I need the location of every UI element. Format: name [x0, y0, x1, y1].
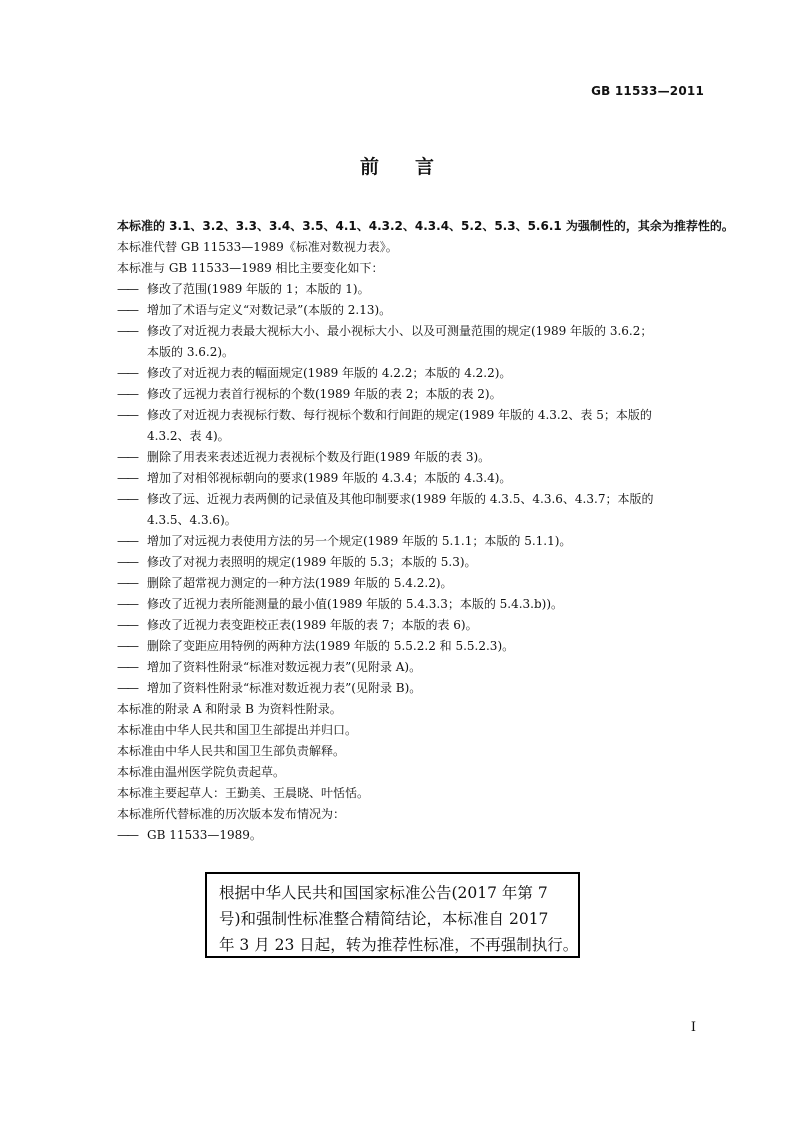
notice-line-2: 号)和强制性标准整合精简结论，本标准自 2017 — [219, 910, 549, 928]
paragraph-replaces: 本标准代替 GB 11533—1989《标准对数视力表》。 — [117, 240, 398, 254]
dash-marker: —— — [117, 534, 137, 548]
dash-marker: —— — [117, 681, 137, 695]
change-item — [117, 405, 717, 447]
page-title: 前言 — [359, 156, 470, 178]
paragraph-proposed-by: 本标准由中华人民共和国卫生部提出并归口。 — [117, 723, 358, 737]
change-item — [117, 615, 717, 636]
changes-list — [117, 279, 717, 699]
change-item — [117, 573, 717, 594]
change-item — [117, 279, 717, 300]
change-item-text: 修改了远、近视力表两侧的记录值及其他印制要求(1989 年版的 4.3.5、4.3.6、4.3.7；本版的 — [147, 492, 654, 506]
change-item — [117, 321, 717, 363]
dash-marker: —— — [117, 366, 137, 380]
paragraph-changes-intro: 本标准与 GB 11533—1989 相比主要变化如下： — [117, 261, 384, 275]
dash-marker: —— — [117, 324, 137, 338]
change-item — [117, 594, 717, 615]
dash-marker: —— — [117, 618, 137, 632]
paragraph-mandatory-clauses: 本标准的 3.1、3.2、3.3、3.4、3.5、4.1、4.3.2、4.3.4、5.2、5.3、5.6.1 为强制性的，其余为推荐性的。 — [117, 219, 734, 233]
dash-marker: —— — [117, 408, 137, 422]
dash-marker: —— — [117, 828, 137, 842]
paragraph-interpreted-by: 本标准由中华人民共和国卫生部负责解释。 — [117, 744, 346, 758]
change-item-text: 修改了远视力表首行视标的个数(1989 年版的表 2；本版的表 2)。 — [147, 387, 502, 401]
dash-marker: —— — [117, 450, 137, 464]
change-item-text: 删除了超常视力测定的一种方法(1989 年版的 5.4.2.2)。 — [147, 576, 453, 590]
history-item — [117, 825, 717, 846]
dash-marker: —— — [117, 639, 137, 653]
change-item-text: 增加了对远视力表使用方法的另一个规定(1989 年版的 5.1.1；本版的 5.1.1)。 — [147, 534, 572, 548]
change-item-text-continued: 4.3.5、4.3.6)。 — [147, 513, 237, 527]
change-item — [117, 678, 717, 699]
change-item — [117, 384, 717, 405]
change-item-text: 修改了范围(1989 年版的 1；本版的 1)。 — [147, 282, 370, 296]
change-item — [117, 489, 717, 531]
change-item-text: 增加了资料性附录“标准对数近视力表”(见附录 B)。 — [147, 681, 422, 695]
change-item — [117, 552, 717, 573]
history-item-text: GB 11533—1989。 — [147, 828, 262, 842]
notice-box — [205, 872, 580, 958]
change-item-text: 删除了用表来表述近视力表视标个数及行距(1989 年版的表 3)。 — [147, 450, 491, 464]
change-item-text: 修改了近视力表变距校正表(1989 年版的表 7；本版的表 6)。 — [147, 618, 478, 632]
dash-marker: —— — [117, 492, 137, 506]
dash-marker: —— — [117, 597, 137, 611]
change-item-text: 修改了对近视力表视标行数、每行视标个数和行间距的规定(1989 年版的 4.3.2、表 5；本版的 — [147, 408, 652, 422]
dash-marker: —— — [117, 471, 137, 485]
change-item-text: 修改了对视力表照明的规定(1989 年版的 5.3；本版的 5.3)。 — [147, 555, 477, 569]
change-item — [117, 636, 717, 657]
paragraph-drafters: 本标准主要起草人：王勤美、王晨晓、叶恬恬。 — [117, 786, 370, 800]
paragraph-history: 本标准所代替标准的历次版本发布情况为： — [117, 807, 346, 821]
dash-marker: —— — [117, 660, 137, 674]
change-item — [117, 447, 717, 468]
change-item-text: 删除了变距应用特例的两种方法(1989 年版的 5.5.2.2 和 5.5.2.3)。 — [147, 639, 515, 653]
paragraph-drafted-by: 本标准由温州医学院负责起草。 — [117, 765, 286, 779]
paragraph-annex: 本标准的附录 A 和附录 B 为资料性附录。 — [117, 702, 342, 716]
change-item-text: 增加了术语与定义“对数记录”(本版的 2.13)。 — [147, 303, 392, 317]
standard-code: GB 11533—2011 — [591, 84, 704, 98]
notice-line-3: 年 3 月 23 日起，转为推荐性标准，不再强制执行。 — [219, 936, 579, 954]
foreword-content — [117, 216, 734, 846]
change-item-text: 修改了对近视力表的幅面规定(1989 年版的 4.2.2；本版的 4.2.2)。 — [147, 366, 512, 380]
change-item-text-continued: 4.3.2、表 4)。 — [147, 429, 230, 443]
change-item-text: 修改了近视力表所能测量的最小值(1989 年版的 5.4.3.3；本版的 5.4.3.b))。 — [147, 597, 564, 611]
change-item-text: 增加了对相邻视标朝向的要求(1989 年版的 4.3.4；本版的 4.3.4)。 — [147, 471, 512, 485]
change-item-text-continued: 本版的 3.6.2)。 — [147, 345, 235, 359]
dash-marker: —— — [117, 387, 137, 401]
dash-marker: —— — [117, 576, 137, 590]
change-item — [117, 657, 717, 678]
dash-marker: —— — [117, 282, 137, 296]
change-item — [117, 363, 717, 384]
change-item — [117, 531, 717, 552]
change-item-text: 修改了对近视力表最大视标大小、最小视标大小、以及可测量范围的规定(1989 年版的 3.6.2； — [147, 324, 653, 338]
dash-marker: —— — [117, 303, 137, 317]
change-item — [117, 468, 717, 489]
change-item-text: 增加了资料性附录“标准对数远视力表”(见附录 A)。 — [147, 660, 422, 674]
change-item — [117, 300, 717, 321]
page-number: I — [690, 1020, 696, 1035]
dash-marker: —— — [117, 555, 137, 569]
notice-line-1: 根据中华人民共和国国家标准公告(2017 年第 7 — [219, 884, 548, 902]
